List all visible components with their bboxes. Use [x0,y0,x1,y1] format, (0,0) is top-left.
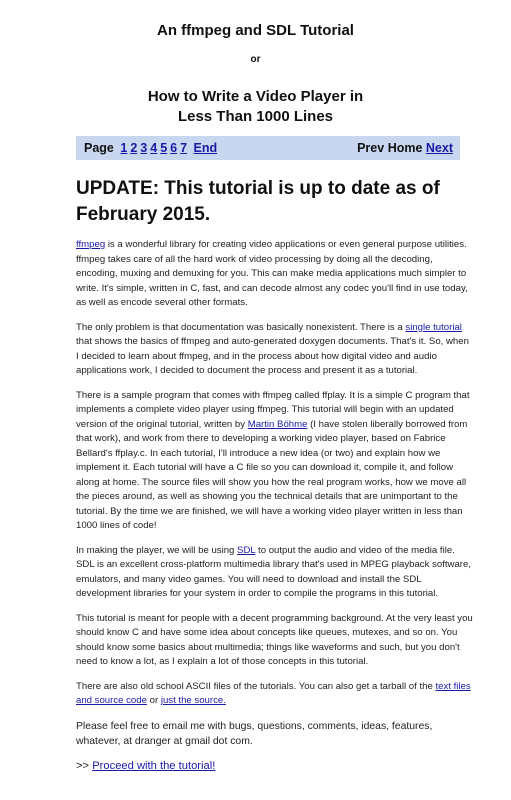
page-link-3[interactable]: 3 [140,141,148,155]
paragraph-ffmpeg-intro [76,238,474,311]
just-source-link[interactable]: just the source. [160,695,226,706]
prev-label: Prev [357,141,385,155]
subtitle-line-2: Less Than 1000 Lines [177,108,334,125]
page-navigation-bar [76,136,460,160]
page-label: Page [84,141,114,155]
paragraph-text: There is a sample program that comes with ffmpeg called ffplay. It is a simple C program that implements a complete video player using ffmpeg. This tutorial will begin with an updated version of the original tutorial, written by [76,389,470,430]
update-heading: UPDATE: This tutorial is up to date as of February 2015. [76,178,440,225]
page-links [84,141,217,155]
paragraph-documentation [76,321,474,379]
prev-home-next [357,141,453,155]
page-link-4[interactable]: 4 [150,141,158,155]
or-separator: or [250,54,261,65]
subtitle-line-1: How to Write a Video Player in [147,88,364,105]
page-link-end[interactable]: End [193,141,218,155]
paragraph-sample-program [76,389,474,534]
proceed-line [76,759,474,774]
sdl-link[interactable]: SDL [237,544,256,556]
paragraph-text: that shows the basics of ffmpeg and auto-generated doxygen documents. That's it. So, when I decided to learn about ffmpeg, and in the process about how digital video and audio applications work, I decided to document the process and present it as a tutorial. [76,336,469,376]
text-files-link[interactable]: text files and source code [76,680,471,706]
paragraph-contact: Please feel free to email me with bugs, questions, comments, ideas, features, whatever, at dranger at gmail dot com. [76,720,433,747]
next-link[interactable]: Next [425,141,453,155]
tutorial-intro [76,238,474,783]
paragraph-text: (I have stolen liberally borrowed from that work), and work from there to developing a working video player, based on Fabrice Bellard's ffplay.c. In each tutorial, I'll introduce a new idea (or two) and explain how we implement it. Each tutorial will have a C file so you can download it, compile it, and follow along at home. The source files will show you how the real program works, how we move all the pieces around, as well as showing you the technical details that are unimportant to the tutorial. By the time we are finished, we will have a working video player written in less than 1000 lines of code! [76,418,468,531]
proceed-prefix: >> [76,759,93,772]
paragraph-text: or [146,695,161,706]
page-subtitle [0,87,511,127]
home-label: Home [387,141,423,155]
paragraph-ascii-files [76,680,474,709]
paragraph-text: In making the player, we will be using [76,544,238,556]
paragraph-text: There are also old school ASCII files of the tutorials. You can also get a tarball of the [76,680,436,692]
paragraph-audience: This tutorial is meant for people with a decent programming background. At the very least you should know C and have some idea about concepts like queues, mutexes, and so on. You should know some basics about multimedia; things like waveforms and such, but you don't need to know a lot, as I explain a lot of those concepts in this tutorial. [76,612,473,667]
page-link-2[interactable]: 2 [130,141,138,155]
martin-bohme-link[interactable]: Martin Böhme [247,418,308,430]
single-tutorial-link[interactable]: single tutorial [405,321,462,333]
page-link-1[interactable]: 1 [120,141,128,155]
paragraph-sdl [76,544,474,602]
paragraph-text: is a wonderful library for creating video applications or even general purpose utilities. ffmpeg takes care of all the hard work of video processing by doing all the decoding, encoding, muxing and demuxing for you. This can make media applications much simpler to write. It's simple, written in C, fast, and can decode almost any codec you'll find in use today, as well as encode several other formats. [76,239,468,308]
page-link-7[interactable]: 7 [180,141,188,155]
ffmpeg-link[interactable]: ffmpeg [76,239,106,250]
paragraph-text: The only problem is that documentation was basically nonexistent. There is a [76,321,406,333]
page-header [0,0,511,127]
page-link-6[interactable]: 6 [170,141,178,155]
proceed-link[interactable]: Proceed with the tutorial! [92,759,216,772]
page-title: An ffmpeg and SDL Tutorial [157,22,354,39]
paragraph-text: to output the audio and video of the media file. SDL is an excellent cross-platform multimedia library that's used in MPEG playback software, emulators, and many video games. You will need to download and install the SDL development libraries for your system in order to compile the programs in this tutorial. [76,544,471,599]
page-link-5[interactable]: 5 [160,141,168,155]
